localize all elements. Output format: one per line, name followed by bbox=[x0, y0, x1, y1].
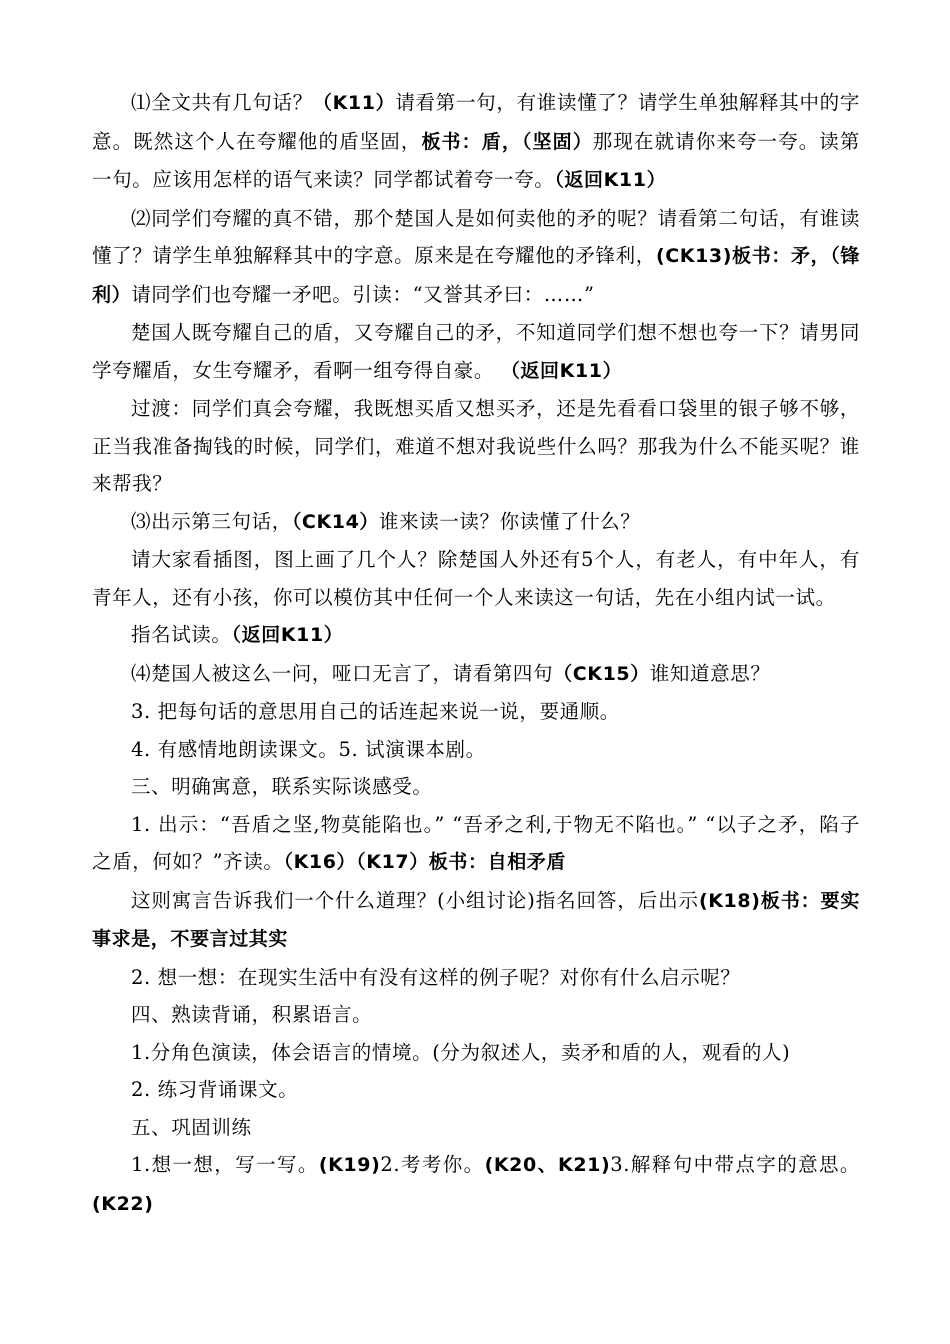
paragraph bbox=[92, 996, 860, 1034]
text-run: 2. 想一想：在现实生活中有没有这样的例子呢？对你有什么启示呢？ bbox=[131, 965, 741, 989]
text-run: 请看第一句，有谁读懂了？请学生单独解释其中的字意。既然这个人在夸耀他的盾坚固， bbox=[92, 91, 860, 153]
bold-text-run: （返回K11） bbox=[554, 169, 667, 191]
bold-text-run: (K19) bbox=[318, 1154, 381, 1176]
text-run: 4. 有感情地朗读课文。5. 试演课本剧。 bbox=[131, 737, 486, 761]
text-run: 1.分角色演读，体会语言的情境。(分为叙述人，卖矛和盾的人，观看的人) bbox=[131, 1040, 791, 1064]
text-run: 请同学们也夸耀一矛吧。引读：“又誉其矛曰：……” bbox=[131, 282, 595, 306]
text-run: 五、巩固训练 bbox=[131, 1115, 252, 1139]
text-run: 四、熟读背诵，积累语言。 bbox=[131, 1003, 373, 1026]
paragraph bbox=[92, 731, 860, 769]
paragraph bbox=[92, 959, 860, 997]
paragraph bbox=[92, 1071, 860, 1109]
paragraph bbox=[92, 655, 860, 694]
paragraph bbox=[92, 768, 860, 806]
text-run: 3.解释句中带点字的意思。 bbox=[610, 1153, 860, 1176]
text-run: 2. 练习背诵课文。 bbox=[131, 1078, 299, 1101]
paragraph bbox=[92, 314, 860, 390]
text-run: ⑷楚国人被这么一问，哑口无言了，请看第四句 bbox=[131, 661, 554, 685]
text-run: 楚国人既夸耀自己的盾，又夸耀自己的矛，不知道同学们想不想也夸一下？请男同学夸耀盾，女生夸耀矛，看啊一组夸得自豪。 bbox=[92, 321, 860, 382]
text-run: ⑵同学们夸耀的真不错，那个楚国人是如何卖他的矛的呢？请看第二句话，有谁读懂了？请学生单独解释其中的字意。原来是在夸耀他的矛锋利， bbox=[92, 206, 860, 267]
bold-text-run: （返回K11） bbox=[231, 624, 344, 646]
paragraph bbox=[92, 1109, 860, 1147]
bold-text-run: (K20、K21) bbox=[484, 1154, 611, 1176]
bold-text-run: （CK14） bbox=[291, 510, 380, 533]
text-run: 过渡：同学们真会夸耀，我既想买盾又想买矛，还是先看看口袋里的银子够不够，正当我准备掏钱的时候，同学们，难道不想对我说些什么吗？那我为什么不能买呢？谁来帮我？ bbox=[92, 397, 860, 495]
bold-text-run: (CK13)板书：矛，（锋利） bbox=[92, 245, 860, 306]
bold-text-run: （K11） bbox=[312, 92, 396, 114]
document-body bbox=[92, 84, 860, 1223]
paragraph bbox=[92, 200, 860, 315]
paragraph bbox=[92, 503, 860, 542]
text-run: 请大家看插图，图上画了几个人？除楚国人外还有5个人，有老人，有中年人，有青年人，还有小孩，你可以模仿其中任何一个人来读这一句话，先在小组内试一试。 bbox=[92, 548, 860, 609]
paragraph bbox=[92, 390, 860, 503]
text-run: 那现在就请你来夸一夸。读第一句。应该用怎样的语气来读？同学都试着夸一夸。 bbox=[92, 129, 860, 191]
text-run: 谁知道意思？ bbox=[649, 661, 771, 685]
bold-text-run: 板书：盾，（坚固） bbox=[421, 130, 593, 153]
paragraph bbox=[92, 693, 860, 731]
text-run: 这则寓言告诉我们一个什么道理？(小组讨论)指名回答，后出示 bbox=[131, 888, 699, 912]
paragraph bbox=[92, 84, 860, 200]
text-run: 谁来读一读？你读懂了什么？ bbox=[379, 509, 641, 533]
text-run: 1.想一想，写一写。 bbox=[131, 1153, 319, 1176]
paragraph bbox=[92, 806, 860, 882]
bold-text-run: (K22) bbox=[92, 1192, 154, 1215]
bold-text-run: （CK15） bbox=[553, 662, 650, 685]
bold-text-run: (K18)板书：要实事求是，不要言过其实 bbox=[92, 889, 861, 950]
text-run: 2.考考你。 bbox=[380, 1153, 485, 1176]
text-run: 指名试读。 bbox=[131, 623, 232, 646]
paragraph bbox=[92, 616, 860, 655]
text-run: ⑴全文共有几句话？ bbox=[131, 91, 313, 114]
bold-text-run: （返回K11） bbox=[500, 359, 623, 382]
paragraph bbox=[92, 882, 860, 959]
bold-text-run: （K16）（K17）板书：自相矛盾 bbox=[283, 851, 567, 873]
paragraph bbox=[92, 541, 860, 616]
paragraph bbox=[92, 1146, 860, 1223]
paragraph bbox=[92, 1034, 860, 1072]
text-run: 1. 出示：“吾盾之坚,物莫能陷也。” “吾矛之利,于物无不陷也。” “以子之矛，陷子之盾，何如？”齐读。 bbox=[92, 812, 860, 873]
text-run: ⑶出示第三句话， bbox=[131, 509, 292, 533]
text-run: 三、明确寓意，联系实际谈感受。 bbox=[131, 775, 433, 798]
text-run: 3. 把每句话的意思用自己的话连起来说一说，要通顺。 bbox=[131, 700, 620, 723]
